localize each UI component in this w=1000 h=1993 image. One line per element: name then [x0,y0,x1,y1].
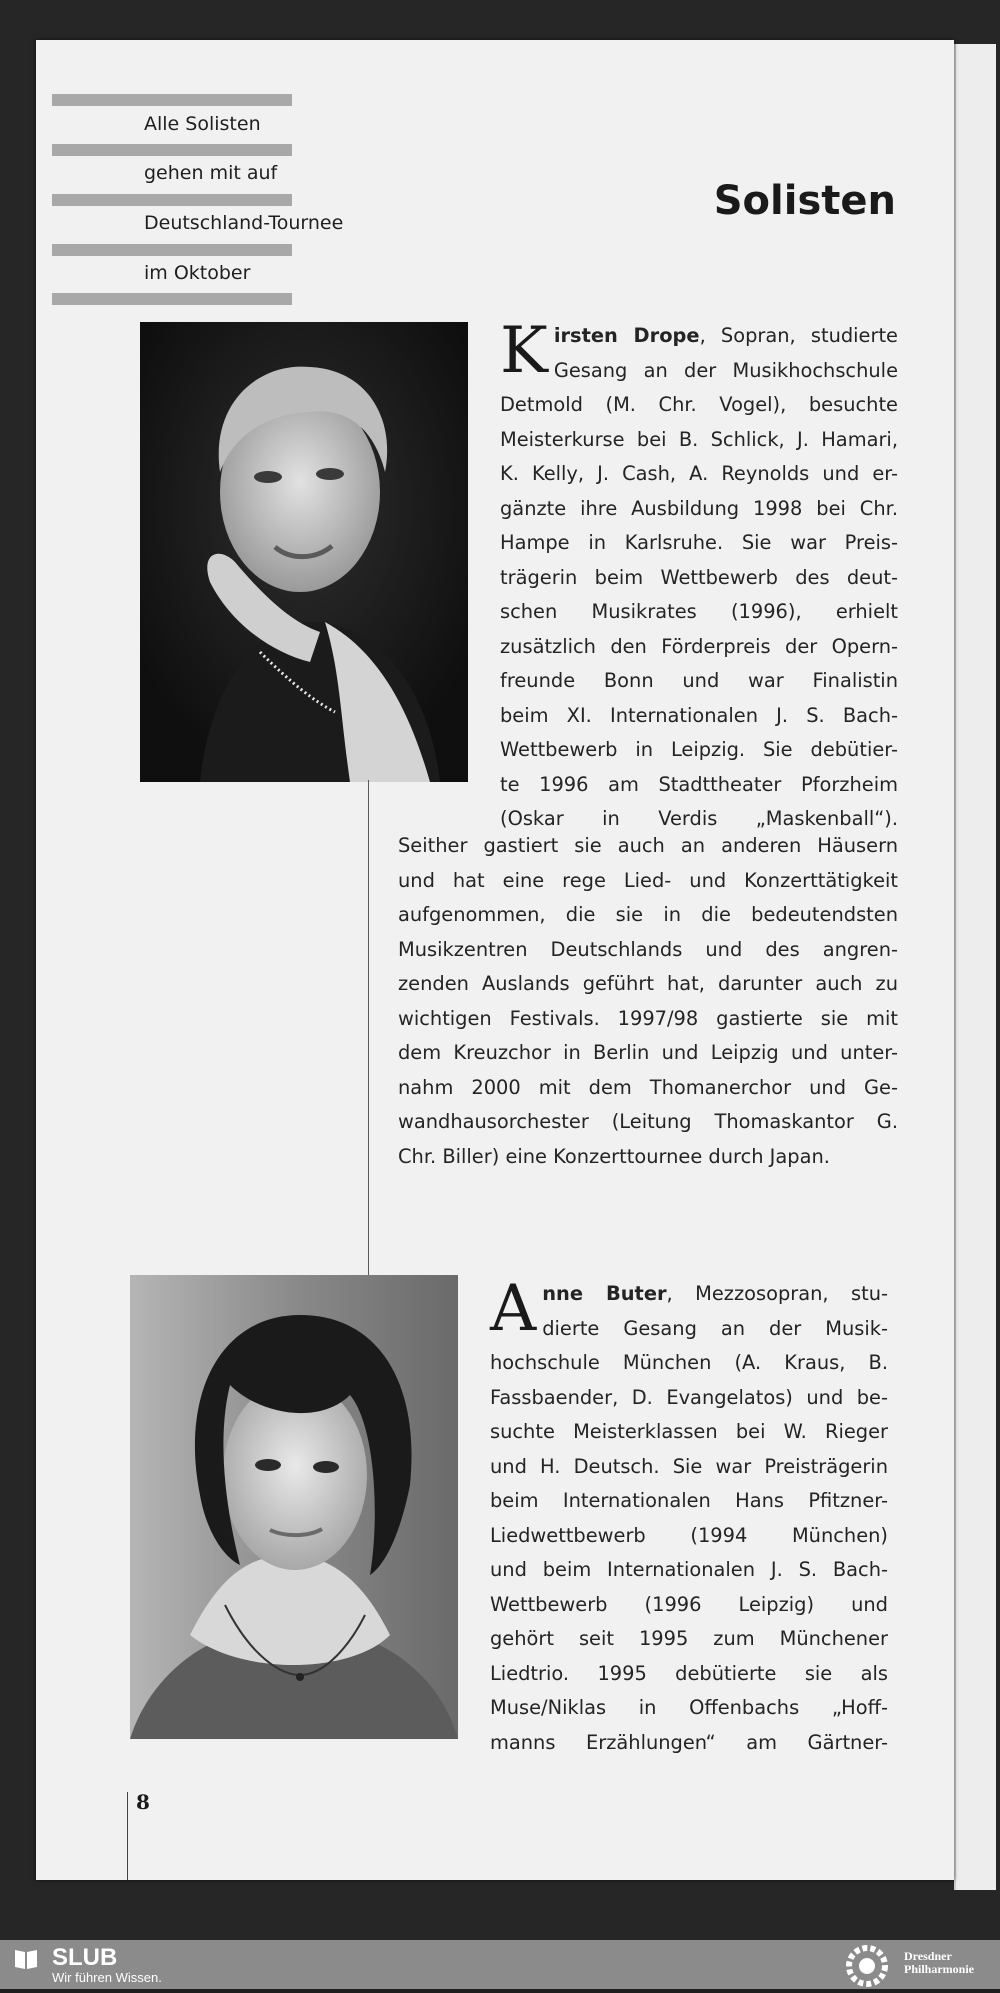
bio-line: Hampe in Karlsruhe. Sie war Preis- [500,531,898,554]
bio-line: beim Internationalen Hans Pfitzner- [490,1489,888,1512]
bio-line: zenden Auslands geführt hat, darunter auch zu [398,972,898,995]
stripe-2 [52,144,292,156]
tour-note-line-2: gehen mit auf [144,162,278,184]
bio-line: wichtigen Festivals. 1997/98 gastierte sie mit [398,1006,898,1030]
bio-line: hochschule München (A. Kraus, B. [490,1351,888,1374]
bio-line: Liedwettbewerb (1994 München) [490,1523,888,1547]
bio-anne-buter [490,1272,888,1760]
bio-line: Fassbaender, D. Evangelatos) und be- [490,1385,888,1409]
stripe-3 [52,194,292,206]
bio-line: aufgenommen, die sie in die bedeutendsten [398,903,898,926]
bio-line: (Oskar in Verdis „Maskenball“). [500,807,898,830]
column-divider [368,780,369,1280]
bio-line: schen Musikrates (1996), erhielt [500,600,898,623]
bio-line: suchte Meisterklassen bei W. Rieger [490,1420,888,1443]
partner-name: Dresdner Philharmonie [904,1949,975,1976]
drop-cap-initial: K [500,314,548,388]
bio-line: Meisterkurse bei B. Schlick, J. Hamari, [500,427,898,451]
next-page-edge [954,44,996,1890]
bio-line: zusätzlich den Förderpreis der Opern- [500,634,898,658]
soloist-name: irsten Drope [553,324,700,347]
bio-line: dierte Gesang an der Musik- [542,1316,888,1340]
stripe-4 [52,244,292,256]
philharmonie-logo-icon[interactable] [842,1943,892,1989]
bio-line: und hat eine rege Lied- und Konzerttätigkeit [398,868,898,892]
stripe-5 [52,293,292,305]
bio-line: Wettbewerb (1996 Leipzig) und [490,1592,888,1616]
bio-line: gänzte ihre Ausbildung 1998 bei Chr. [500,496,898,520]
bio-line: Seither gastiert sie auch an anderen Häusern [398,834,898,857]
stripe-1 [52,94,292,106]
bio-line: trägerin beim Wettbewerb des deut- [500,565,898,589]
bio-line: und H. Deutsch. Sie war Preisträgerin [490,1454,888,1478]
bio-line: K. Kelly, J. Cash, A. Reynolds und er- [500,462,898,485]
tour-note-line-3: Deutschland-Tournee [144,212,344,234]
page-number: 8 [136,1790,150,1814]
bio-kirsten-drope-continued [398,829,898,1174]
tour-note-line-1: Alle Solisten [144,113,261,135]
book-icon [14,1948,38,1970]
bio-line: beim XI. Internationalen J. S. Bach- [500,703,898,727]
bio-line: und beim Internationalen J. S. Bach- [490,1558,888,1581]
bio-line: Liedtrio. 1995 debütierte sie als [490,1661,888,1685]
bio-line: te 1996 am Stadttheater Pforzheim [500,772,898,796]
bio-line: Detmold (M. Chr. Vogel), besuchte [500,393,898,416]
bio-line: Chr. Biller) eine Konzerttournee durch Japan. [398,1144,830,1168]
bio-line: , Sopran, studierte [699,324,898,347]
bio-line: nahm 2000 mit dem Thomanerchor und Ge- [398,1075,898,1099]
library-logo-name[interactable]: SLUB [52,1944,118,1971]
bio-line: wandhausorchester (Leitung Thomaskantor G. [398,1110,898,1133]
library-tagline: Wir führen Wissen. [52,1970,162,1985]
bio-line: manns Erzählungen“ am Gärtner- [490,1730,888,1754]
bio-line: Gesang an der Musikhochschule [553,358,898,382]
drop-cap-initial: A [490,1272,537,1346]
soloist-name: nne Buter [542,1282,667,1305]
page-title: Solisten [713,178,896,224]
bio-line: Musikzentren Deutschlands und des angren- [398,937,898,961]
portrait-photo-anne-buter [130,1275,458,1739]
bio-kirsten-drope-intro [500,314,898,837]
portrait-photo-kirsten-drope [140,322,468,782]
bio-line: freunde Bonn und war Finalistin [500,669,898,692]
page-number-rule [127,1792,128,1880]
bio-line: dem Kreuzchor in Berlin und Leipzig und unter- [398,1041,898,1064]
bio-line: gehört seit 1995 zum Münchener [490,1627,888,1650]
bio-line: Wettbewerb in Leipzig. Sie debütier- [500,738,898,761]
bio-line: , Mezzosopran, stu- [666,1282,888,1305]
tour-note-line-4: im Oktober [144,262,251,284]
bio-line: Muse/Niklas in Offenbachs „Hoff- [490,1696,888,1719]
